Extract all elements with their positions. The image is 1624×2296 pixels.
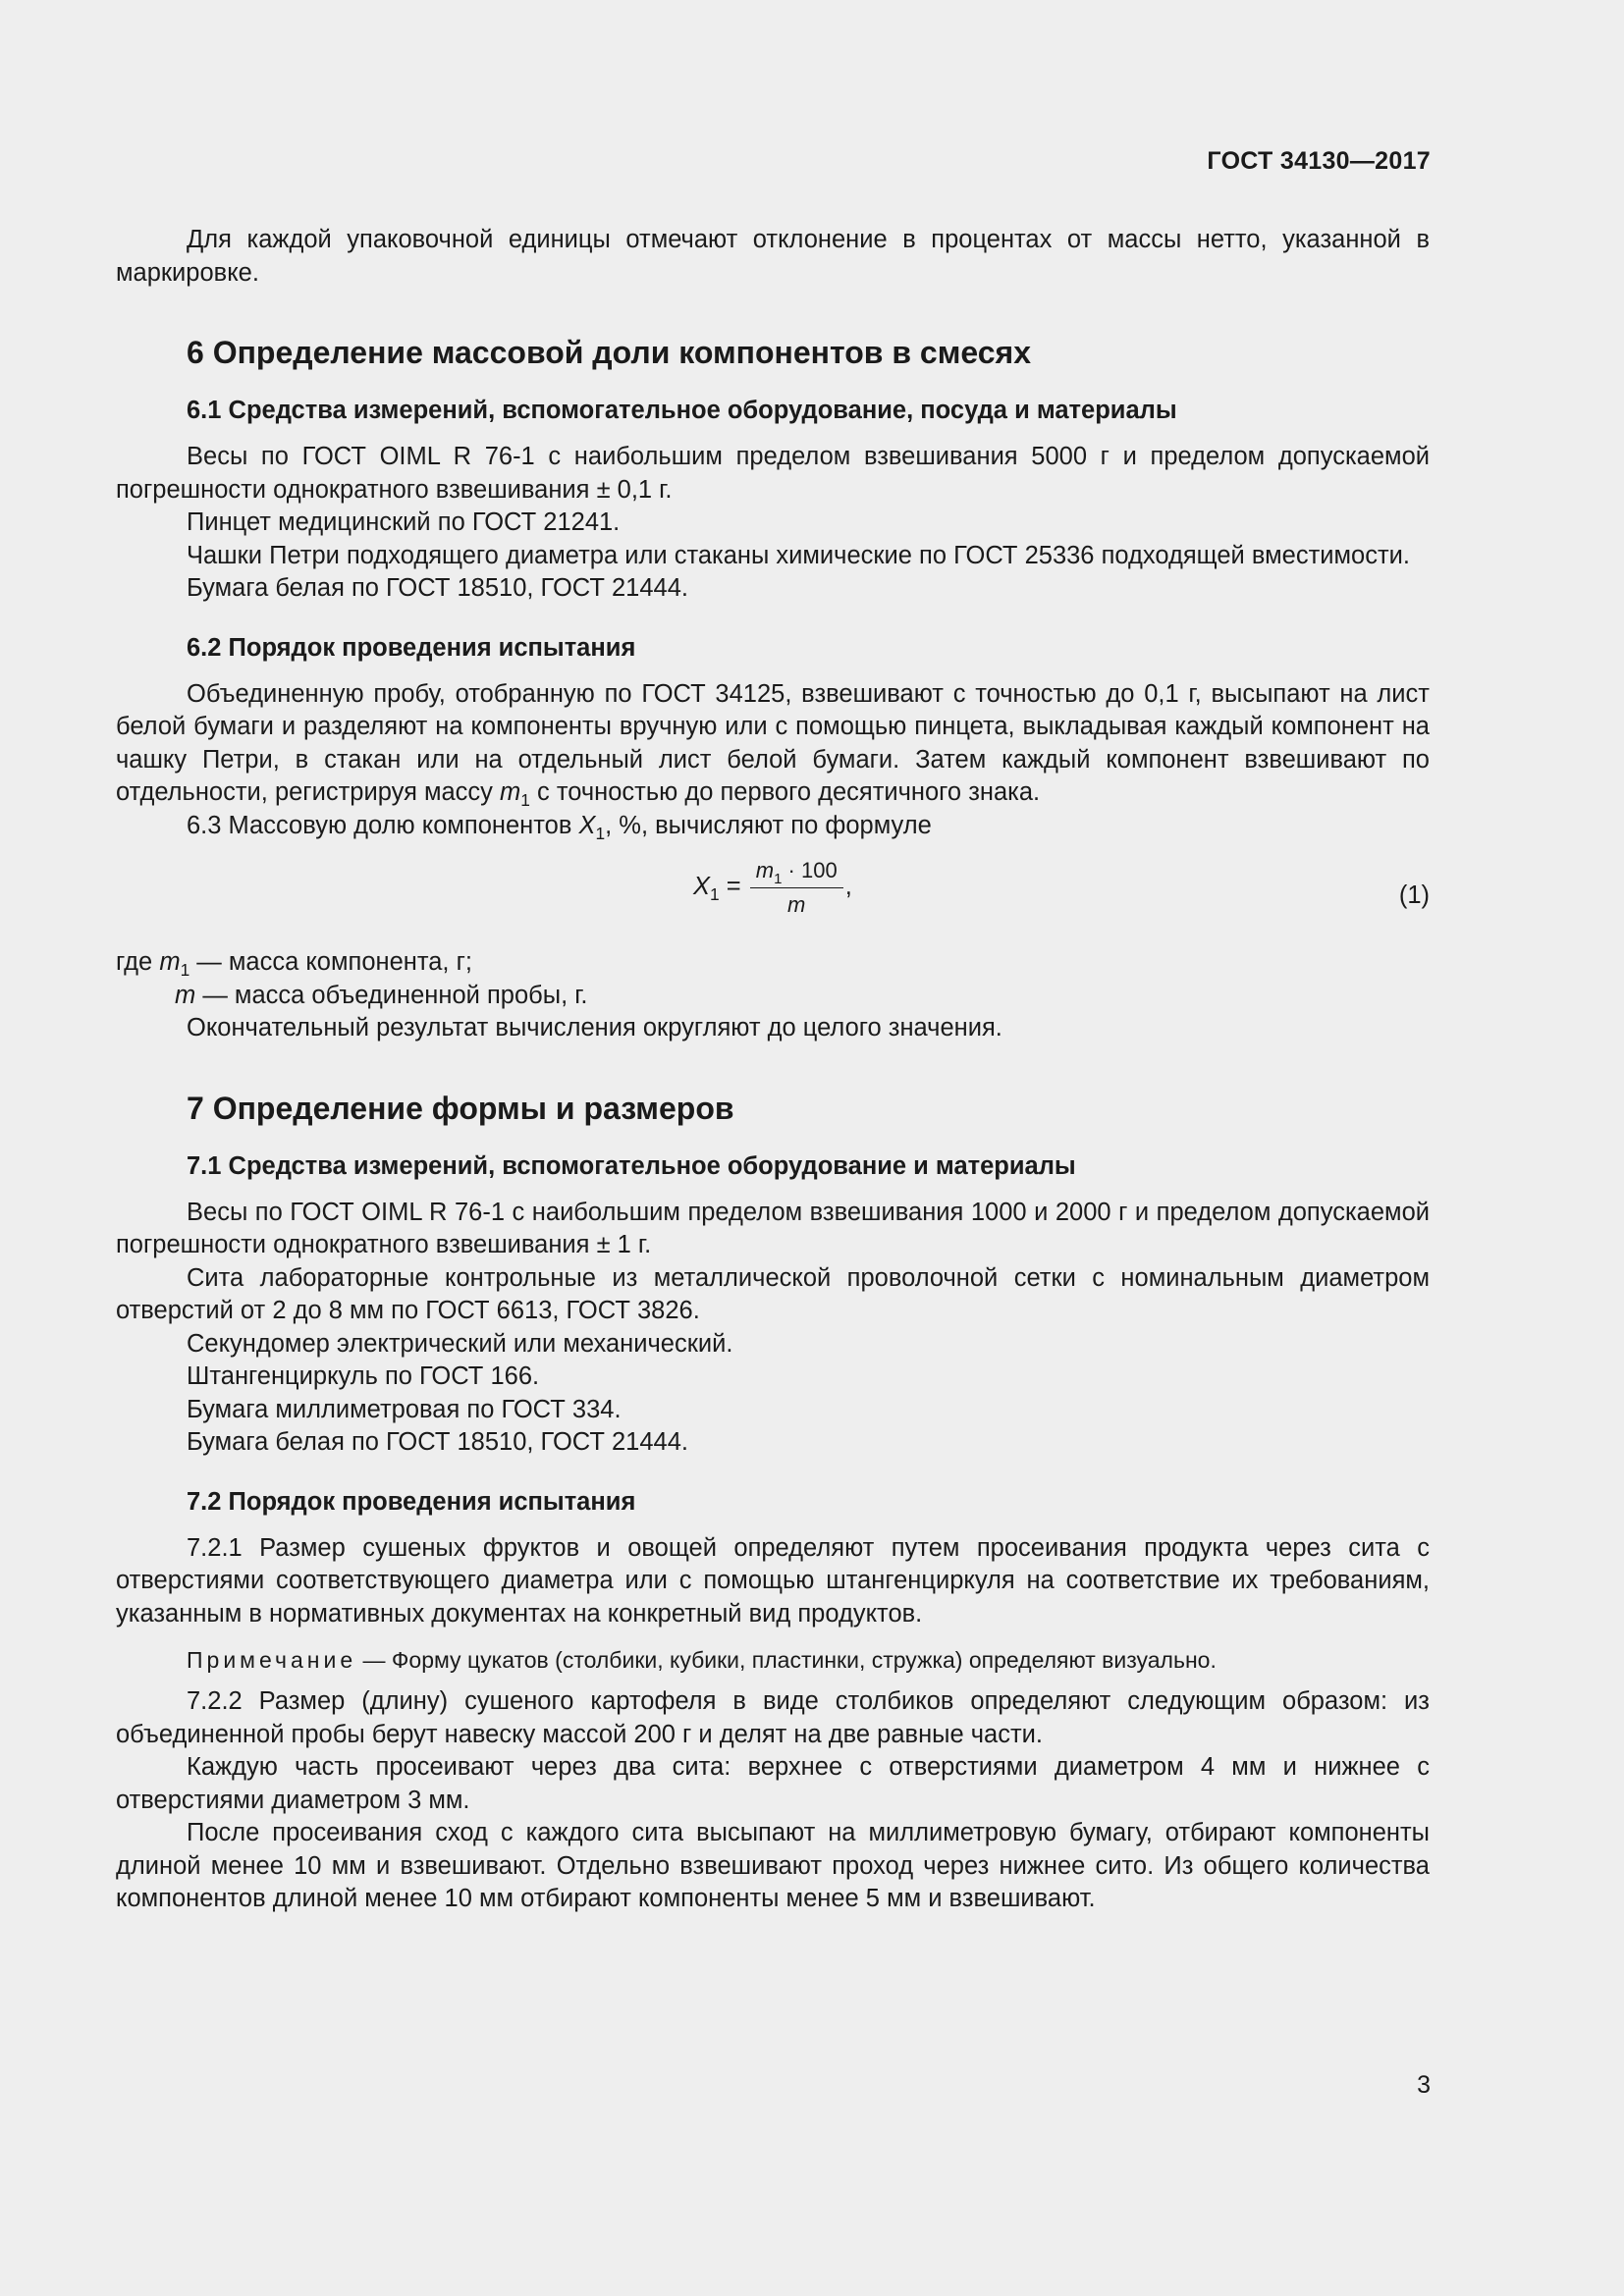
note: Примечание — Форму цукатов (столбики, кубики, пластинки, стружка) определяют визуально. — [187, 1647, 1217, 1673]
legend-line: где $m_1$ — масса компонента, г; — [116, 948, 472, 980]
fraction-denominator: m — [787, 892, 806, 917]
page-content — [116, 224, 1430, 1916]
equipment-item: Весы по ГОСТ OIML R 76-1 с наибольшим пределом взвешивания 1000 и 2000 г и пределом допускаемой погрешности однократного взвешивания ± 1 г. — [116, 1198, 1430, 1258]
procedure-paragraph: 7.2.1 Размер сушеных фруктов и овощей определяют путем просеивания продукта через сита с отверстиями соответствующего диаметра или с помощью штангенциркуля на соответствие их требованиям, указанным в нормативных документах на конкретный вид продуктов. — [116, 1533, 1430, 1628]
equipment-item: Бумага миллиметровая по ГОСТ 334. — [187, 1395, 622, 1423]
formula-block — [116, 852, 1430, 942]
equipment-item: Пинцет медицинский по ГОСТ 21241. — [187, 508, 621, 536]
variable-x: X — [578, 811, 596, 839]
section-6-1-heading: 6.1 Средства измерений, вспомогательное оборудование, посуда и материалы — [187, 397, 1177, 424]
legend-line: m — масса объединенной пробы, г. — [175, 981, 588, 1009]
procedure-paragraph: Объединенную пробу, отобранную по ГОСТ 34125, взвешивают с точностью до 0,1 г, высыпают на лист белой бумаги и разделяют на компоненты вручную или с помощью пинцета, выкладывая каждый компонент на чашку Петри, в стакан или на отдельный лист белой бумаги. Затем каждый компонент взвешивают по отдельности, регистрируя массу $m_1$ с точностью до первого десятичного знака. — [116, 679, 1430, 810]
section-7-2-heading: 7.2 Порядок проведения испытания — [187, 1487, 636, 1516]
formula: $X_1$ = $\frac{m_1 \cdot 100}{m}$ , — [693, 856, 852, 920]
fraction-numerator: $m_1 \cdot 100$ — [750, 856, 843, 888]
fraction — [750, 856, 843, 920]
equipment-item: Бумага белая по ГОСТ 18510, ГОСТ 21444. — [187, 574, 688, 602]
section-7-heading: 7 Определение формы и размеров — [187, 1090, 734, 1126]
note-label: Примечание — [187, 1647, 357, 1673]
equipment-item: Сита лабораторные контрольные из металлической проволочной сетки с номинальным диаметром отверстий от 2 до 8 мм по ГОСТ 6613, ГОСТ 3826. — [116, 1263, 1430, 1324]
equipment-item: Секундомер электрический или механический. — [187, 1329, 733, 1358]
procedure-paragraph: После просеивания сход с каждого сита высыпают на миллиметровую бумагу, отбирают компоненты длиной менее 10 мм и взвешивают. Отдельно взвешивают проход через нижнее сито. Из общего количества компонентов длиной менее 10 мм отбирают компоненты менее 5 мм и взвешивают. — [116, 1819, 1430, 1912]
section-7-1-heading: 7.1 Средства измерений, вспомогательное оборудование и материалы — [187, 1151, 1076, 1180]
equipment-item: Чашки Петри подходящего диаметра или стаканы химические по ГОСТ 25336 подходящей вместимости. — [187, 541, 1410, 569]
intro-paragraph: Для каждой упаковочной единицы отмечают отклонение в процентах от массы нетто, указанной в маркировке. — [116, 226, 1430, 287]
variable-m: m — [500, 778, 521, 806]
page-number: 3 — [1417, 2071, 1431, 2099]
final-result-paragraph: Окончательный результат вычисления округляют до целого значения. — [187, 1014, 1002, 1041]
formula-legend — [116, 946, 1430, 1012]
equipment-item: Бумага белая по ГОСТ 18510, ГОСТ 21444. — [187, 1428, 688, 1456]
equipment-item: Весы по ГОСТ OIML R 76-1 с наибольшим пределом взвешивания 5000 г и пределом допускаемой погрешности однократного взвешивания ± 0,1 г. — [116, 443, 1430, 504]
section-6-2-heading: 6.2 Порядок проведения испытания — [187, 633, 636, 662]
standard-header: ГОСТ 34130—2017 — [1207, 147, 1431, 175]
procedure-paragraph: 7.2.2 Размер (длину) сушеного картофеля в виде столбиков определяют следующим образом: из объединенной пробы берут навеску массой 200 г и делят на две равные части. — [116, 1687, 1430, 1748]
procedure-paragraph: Каждую часть просеивают через два сита: верхнее с отверстиями диаметром 4 мм и нижнее с отверстиями диаметром 3 мм. — [116, 1753, 1430, 1814]
section-6-heading: 6 Определение массовой доли компонентов в смесях — [187, 335, 1031, 370]
formula-intro-paragraph: 6.3 Массовую долю компонентов $X_1$, %, вычисляют по формуле — [187, 811, 932, 843]
equation-number: (1) — [1398, 881, 1430, 909]
equipment-item: Штангенциркуль по ГОСТ 166. — [187, 1362, 540, 1390]
